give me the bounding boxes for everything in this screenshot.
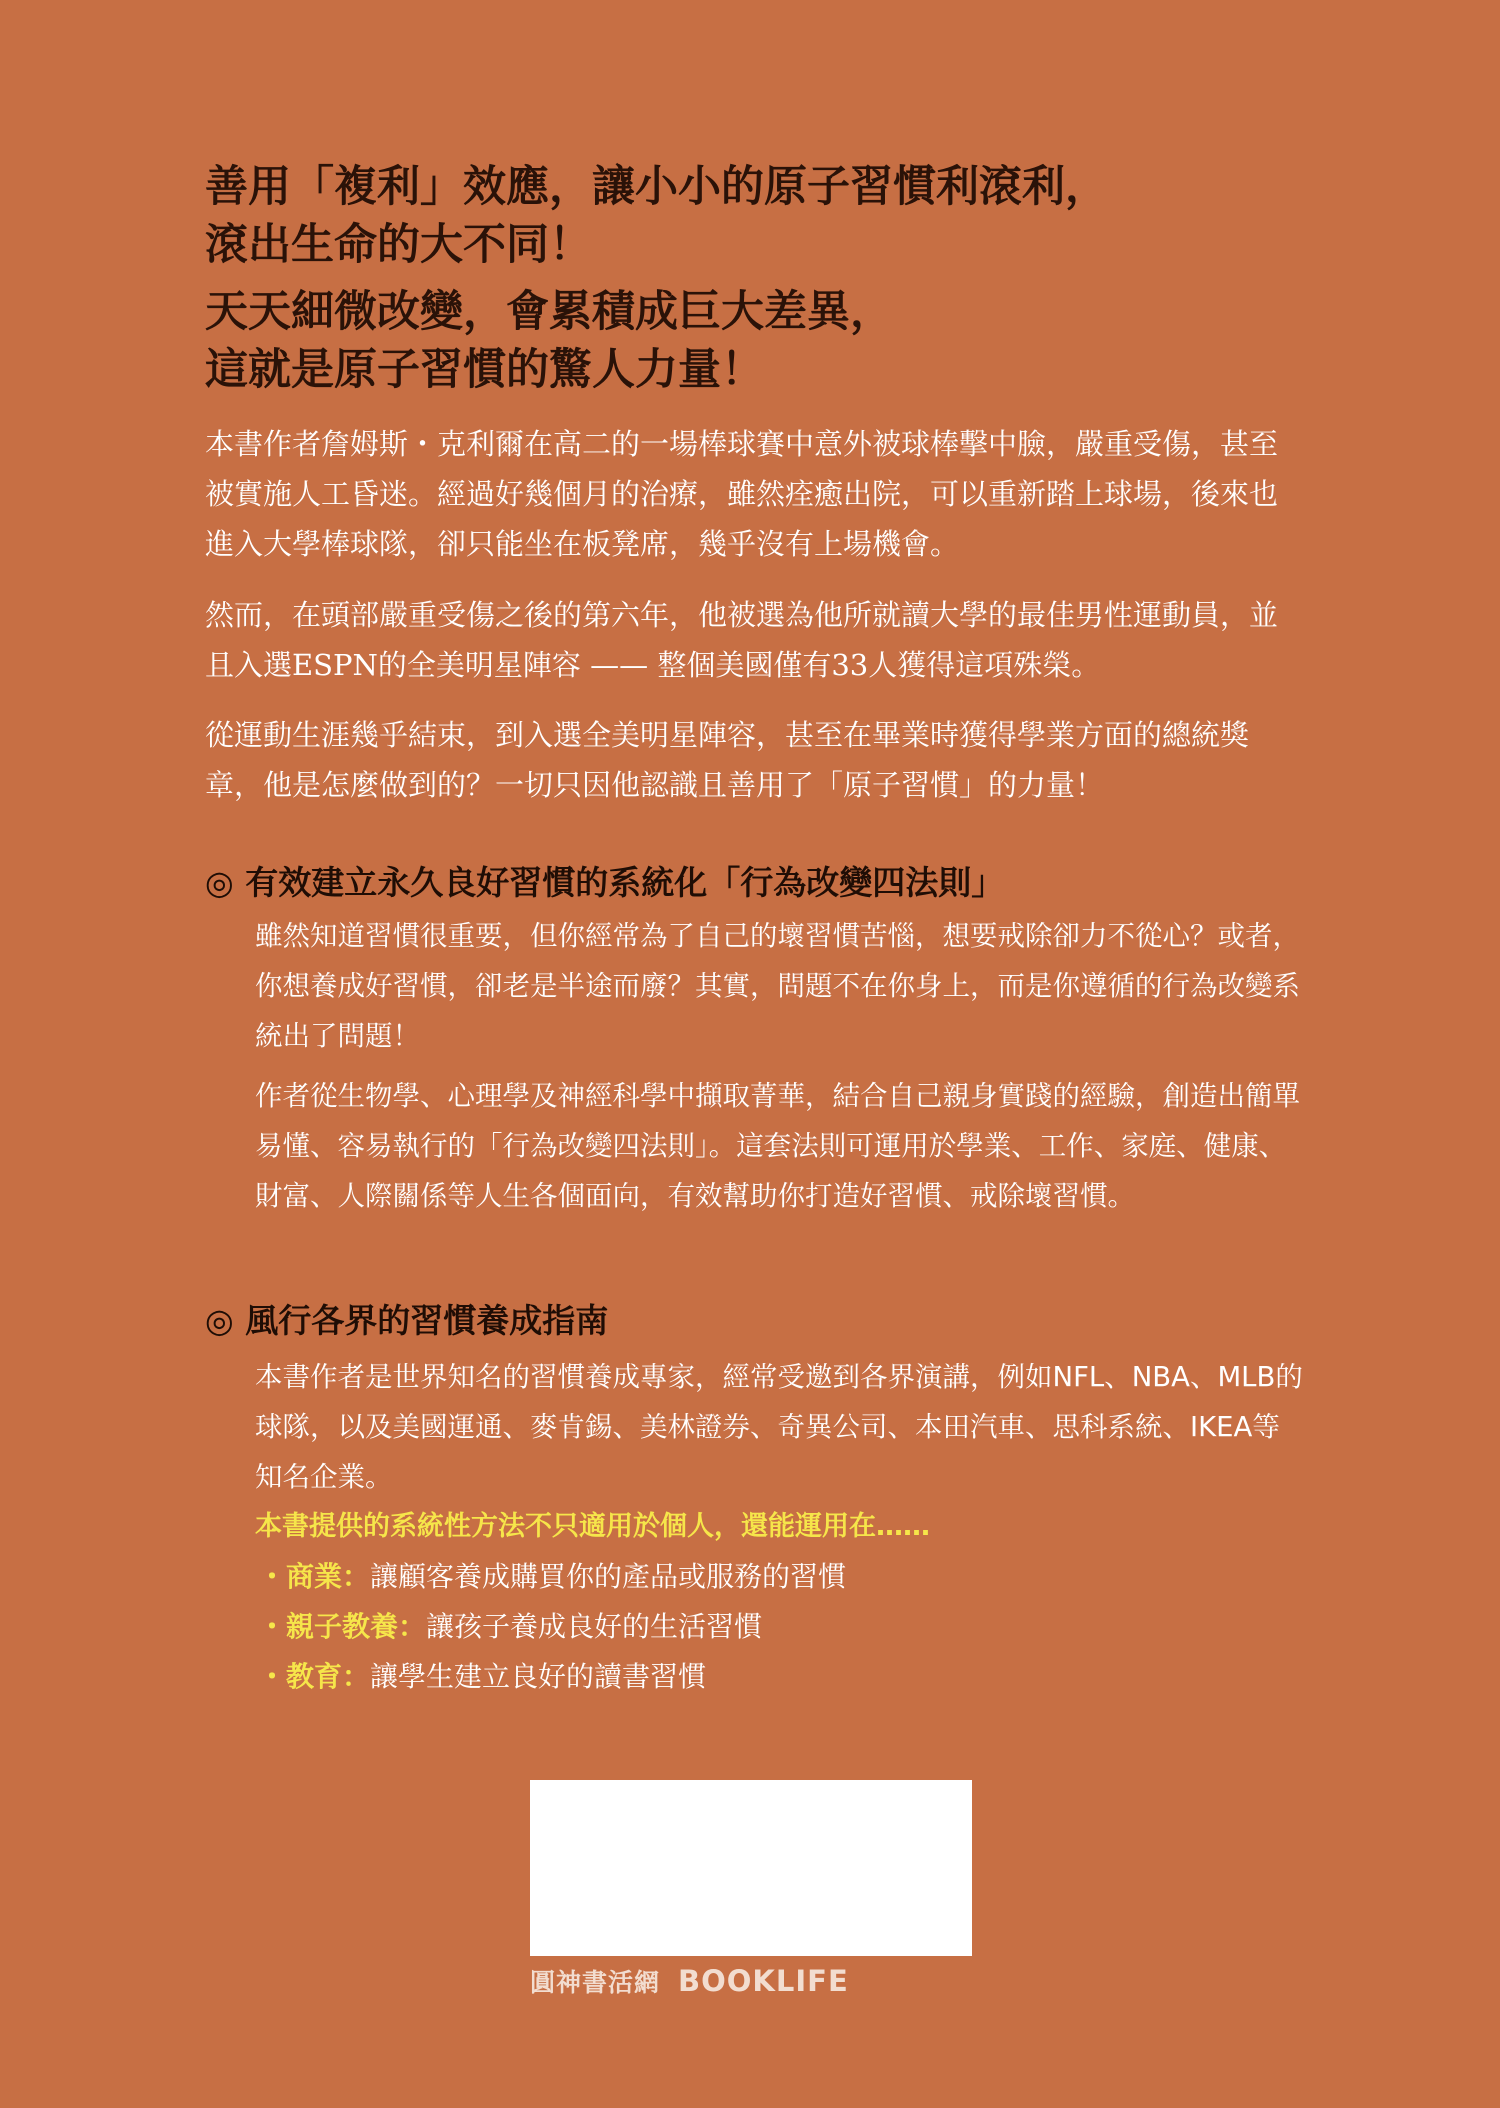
bullet-label: ・親子教養：	[258, 1610, 427, 1643]
bullet-label: ・商業：	[258, 1560, 371, 1593]
publisher-name-en: BOOKLIFE	[678, 1964, 849, 1998]
section-1-body-1: 雖然知道習慣很重要，但你經常為了自己的壞習慣苦惱，想要戒除卻力不從心？或者，你想養成好習慣，卻老是半途而廢？其實，問題不在你身上，而是你遵循的行為改變系統出了問題！	[255, 920, 1300, 1052]
intro-paragraph-3: 從運動生涯幾乎結束，到入選全美明星陣容，甚至在畢業時獲得學業方面的總統獎章，他是怎麼做到的？一切只因他認識且善用了「原子習慣」的力量！	[205, 718, 1250, 802]
headline-2-line-1: 天天細微改變，會累積成巨大差異，	[205, 287, 893, 337]
headline-1	[205, 158, 1305, 274]
publisher-logo	[530, 1963, 972, 1999]
section-1-heading: ◎ 有效建立永久良好習慣的系統化「行為改變四法則」	[205, 863, 1005, 902]
headline-2	[205, 283, 1305, 399]
section-1-body-2: 作者從生物學、心理學及神經科學中擷取菁華，結合自己親身實踐的經驗，創造出簡單易懂、容易執行的「行為改變四法則」。這套法則可運用於學業、工作、家庭、健康、財富、人際關係等人生各個面向，有效幫助你打造好習慣、戒除壞習慣。	[255, 1080, 1300, 1212]
bullet-text: 讓顧客養成購買你的產品或服務的習慣	[370, 1560, 847, 1593]
bullet-education	[258, 1652, 1258, 1702]
barcode-area	[530, 1780, 972, 1956]
intro-paragraph-2: 然而，在頭部嚴重受傷之後的第六年，他被選為他所就讀大學的最佳男性運動員，並且入選ESPN的全美明星陣容 —— 整個美國僅有33人獲得這項殊榮。	[205, 598, 1279, 682]
bullet-text: 讓學生建立良好的讀書習慣	[370, 1660, 707, 1693]
section-2-highlight: 本書提供的系統性方法不只適用於個人，還能運用在……	[255, 1511, 930, 1542]
headline-1-line-2: 滾出生命的大不同！	[205, 220, 592, 270]
bullet-text: 讓孩子養成良好的生活習慣	[426, 1610, 763, 1643]
section-2-heading: ◎ 風行各界的習慣養成指南	[205, 1301, 609, 1340]
intro-paragraph-1: 本書作者詹姆斯・克利爾在高二的一場棒球賽中意外被球棒擊中臉，嚴重受傷，甚至被實施人工昏迷。經過好幾個月的治療，雖然痊癒出院，可以重新踏上球場，後來也進入大學棒球隊，卻只能坐在板凳席，幾乎沒有上場機會。	[205, 427, 1279, 561]
bullet-parenting	[258, 1602, 1258, 1652]
bullet-label: ・教育：	[258, 1660, 371, 1693]
section-2-body: 本書作者是世界知名的習慣養成專家，經常受邀到各界演講，例如NFL、NBA、MLB的球隊，以及美國運通、麥肯錫、美林證券、奇異公司、本田汽車、思科系統、IKEA等知名企業。	[255, 1361, 1303, 1493]
bullet-business	[258, 1552, 1258, 1602]
headline-1-line-1: 善用「複利」效應，讓小小的原子習慣利滾利，	[205, 162, 1108, 212]
publisher-name-cn: 圓神書活網	[530, 1968, 661, 1997]
headline-2-line-2: 這就是原子習慣的驚人力量！	[205, 345, 764, 395]
